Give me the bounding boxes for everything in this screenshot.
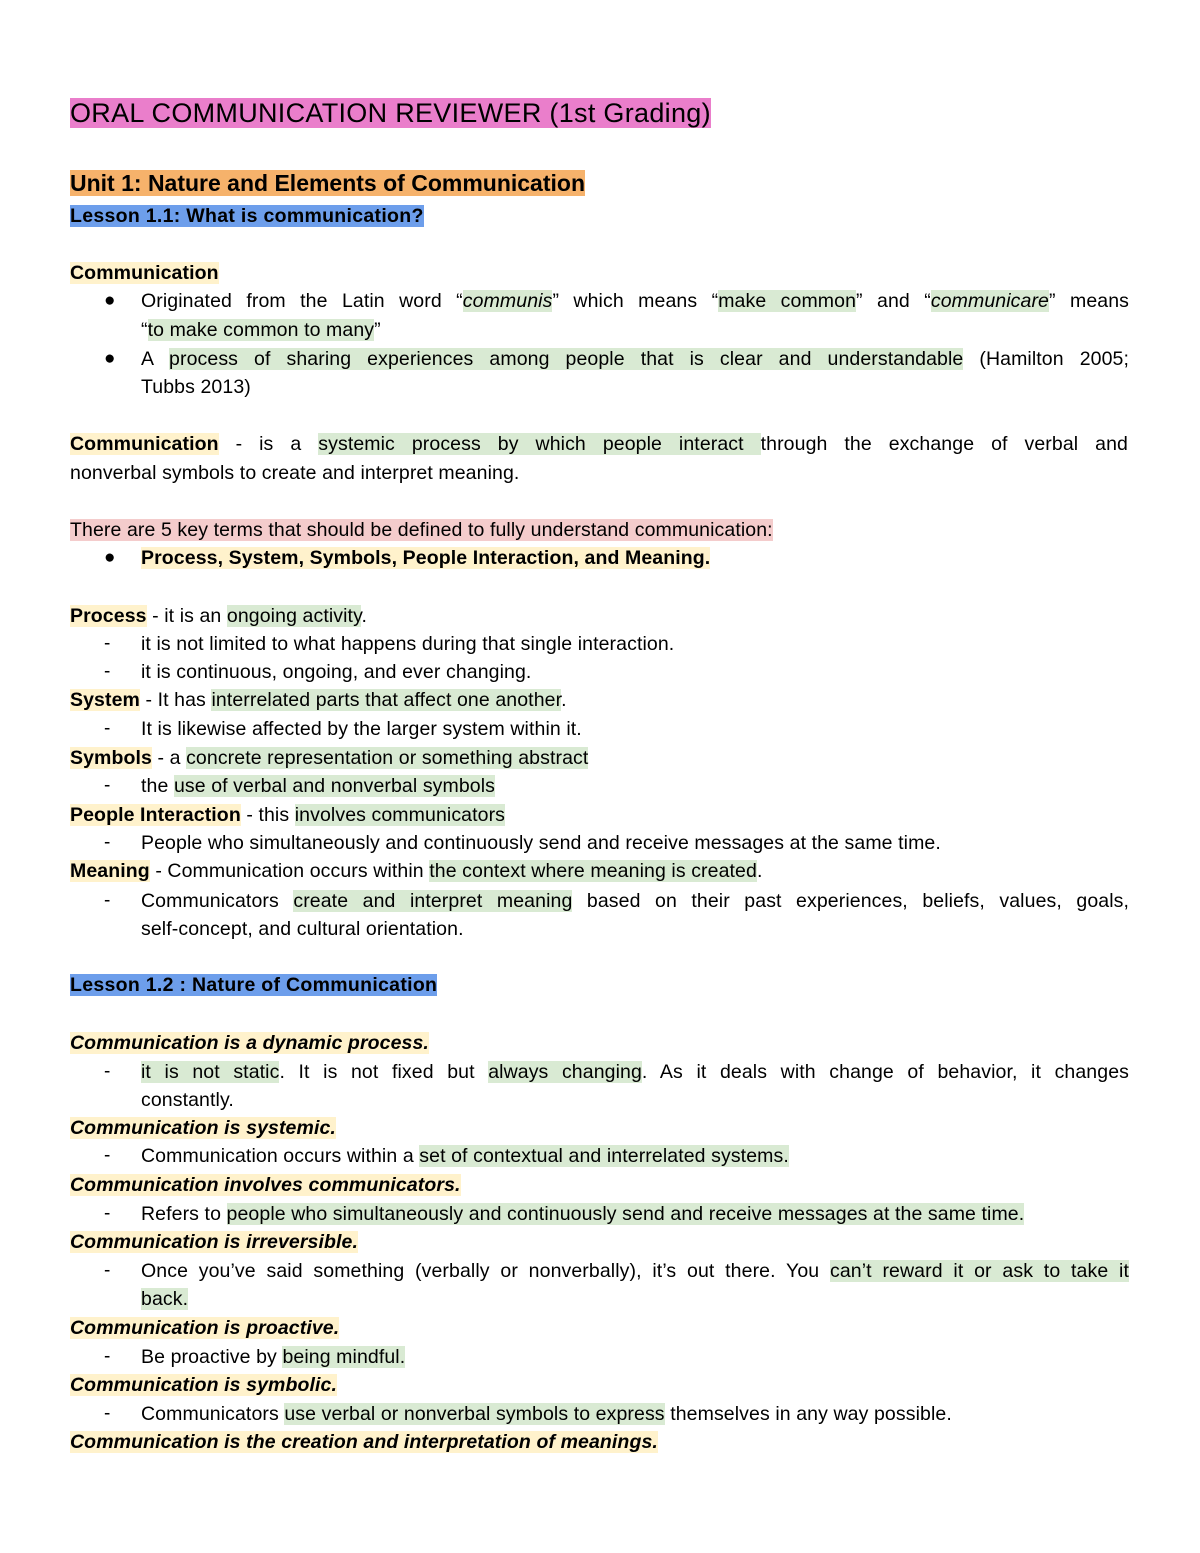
bullet-origin-line2: “to make common to many”: [141, 319, 381, 341]
nature-dynamic-sub-line2: constantly.: [141, 1089, 234, 1111]
process-sub2: it is continuous, ongoing, and ever changing.: [141, 661, 532, 683]
bullet-origin-line1: Originated from the Latin word “communis” which means “make common” and “communicare” means: [141, 290, 1130, 312]
process-sub1: it is not limited to what happens during that single interaction.: [141, 633, 675, 655]
dash-marker: -: [104, 718, 111, 739]
dash-marker: -: [104, 890, 111, 911]
nature-communicators-sub: Refers to people who simultaneously and continuously send and receive messages at the same time.: [141, 1203, 1025, 1225]
nature-creation-meanings: Communication is the creation and interpretation of meanings.: [70, 1431, 658, 1453]
communication-heading: Communication: [70, 262, 219, 284]
meaning-sub-line1: Communicators create and interpret meaning based on their past experiences, beliefs, values, goals,: [141, 890, 1130, 912]
dash-marker: -: [104, 1145, 111, 1166]
lesson-heading-1-1: Lesson 1.1: What is communication?: [70, 205, 424, 227]
nature-dynamic: Communication is a dynamic process.: [70, 1032, 429, 1054]
nature-systemic-sub: Communication occurs within a set of contextual and interrelated systems.: [141, 1145, 789, 1167]
term-people-interaction: People Interaction - this involves communicators: [70, 804, 506, 826]
document-title: ORAL COMMUNICATION REVIEWER (1st Grading): [70, 98, 711, 128]
definition-line1: Communication - is a systemic process by which people interact through the exchange of verbal and: [70, 433, 1128, 455]
bullet-icon: ●: [104, 547, 116, 568]
bullet-process-line2: Tubbs 2013): [141, 376, 251, 398]
unit-heading: Unit 1: Nature and Elements of Communication: [70, 170, 585, 196]
dash-marker: -: [104, 1403, 111, 1424]
dash-marker: -: [104, 775, 111, 796]
term-meaning: Meaning - Communication occurs within the context where meaning is created.: [70, 860, 763, 882]
meaning-sub-line2: self-concept, and cultural orientation.: [141, 918, 464, 940]
dash-marker: -: [104, 1203, 111, 1224]
key-terms-list: Process, System, Symbols, People Interaction, and Meaning.: [141, 547, 711, 569]
nature-irreversible-sub-line1: Once you’ve said something (verbally or nonverbally), it’s out there. You can’t reward it or ask to take it: [141, 1260, 1129, 1282]
dash-marker: -: [104, 1260, 111, 1281]
system-sub1: It is likewise affected by the larger system within it.: [141, 718, 582, 740]
dash-marker: -: [104, 1061, 111, 1082]
dash-marker: -: [104, 661, 111, 682]
nature-irreversible: Communication is irreversible.: [70, 1231, 359, 1253]
nature-symbolic: Communication is symbolic.: [70, 1374, 337, 1396]
nature-proactive: Communication is proactive.: [70, 1317, 340, 1339]
term-process: Process - it is an ongoing activity.: [70, 605, 368, 627]
definition-line2: nonverbal symbols to create and interpret meaning.: [70, 462, 520, 484]
symbols-sub1: the use of verbal and nonverbal symbols: [141, 775, 496, 797]
nature-systemic: Communication is systemic.: [70, 1117, 336, 1139]
dash-marker: -: [104, 633, 111, 654]
nature-symbolic-sub: Communicators use verbal or nonverbal symbols to express themselves in any way possible.: [141, 1403, 952, 1425]
bullet-icon: ●: [104, 348, 116, 369]
dash-marker: -: [104, 832, 111, 853]
bullet-process-line1: A process of sharing experiences among people that is clear and understandable (Hamilton 2005;: [141, 348, 1130, 370]
term-system: System - It has interrelated parts that affect one another.: [70, 689, 567, 711]
term-symbols: Symbols - a concrete representation or something abstract: [70, 747, 589, 769]
key-terms-intro: There are 5 key terms that should be defined to fully understand communication:: [70, 519, 773, 541]
bullet-icon: ●: [104, 290, 116, 311]
people-sub1: People who simultaneously and continuously send and receive messages at the same time.: [141, 832, 941, 854]
nature-dynamic-sub-line1: it is not static. It is not fixed but always changing. As it deals with change of behavior, it changes: [141, 1061, 1129, 1083]
lesson-heading-1-2: Lesson 1.2 : Nature of Communication: [70, 974, 438, 996]
dash-marker: -: [104, 1346, 111, 1367]
nature-irreversible-sub-line2: back.: [141, 1288, 189, 1310]
nature-communicators: Communication involves communicators.: [70, 1174, 461, 1196]
nature-proactive-sub: Be proactive by being mindful.: [141, 1346, 406, 1368]
